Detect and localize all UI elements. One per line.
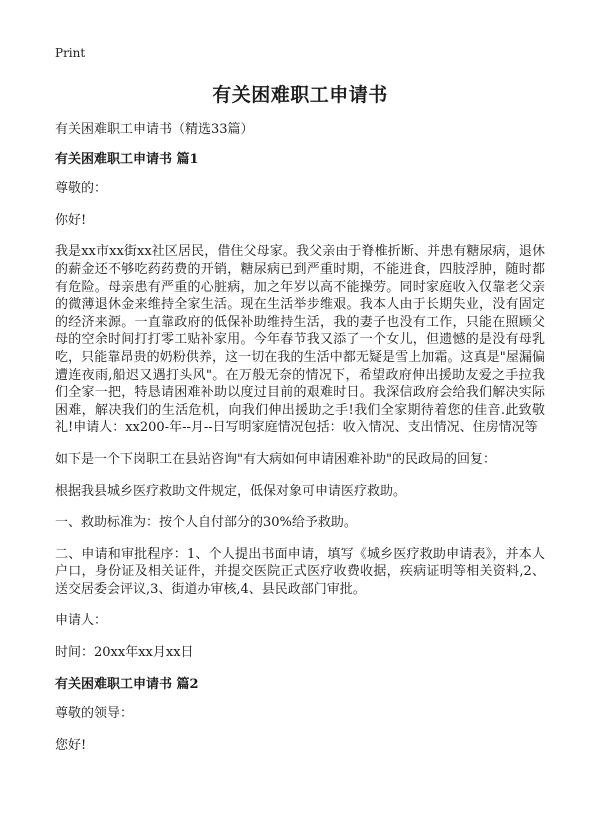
document-subtitle: 有关困难职工申请书（精选33篇） xyxy=(55,122,254,137)
salutation-2: 您好! xyxy=(55,737,87,753)
section-heading-2: 有关困难职工申请书 篇2 xyxy=(55,676,199,692)
date-line: 时间：20xx年xx月xx日 xyxy=(55,645,194,661)
page-title: 有关困难职工申请书 xyxy=(212,84,388,106)
application-procedure: 二、申请和审批程序：1、个人提出书面申请，填写《城乡医疗救助申请表》，并本人户口，身份证及相关证件，并提交医院正式医疗收费收据，疾病证明等相关资料,2、送交居委会评议,3、街道办审核,4、县民政部门审批。 xyxy=(55,546,545,597)
salutation-1: 你好! xyxy=(55,212,87,228)
greeting-2: 尊敬的领导： xyxy=(55,706,134,722)
reply-intro: 如下是一个下岗职工在县站咨询"有大病如何申请困难补助"的民政局的回复： xyxy=(55,451,496,467)
section-heading-1: 有关困难职工申请书 篇1 xyxy=(55,151,199,167)
greeting-1: 尊敬的： xyxy=(55,181,108,197)
letter-body-1: 我是xx市xx街xx社区居民，借住父母家。我父亲由于脊椎折断、并患有糖尿病，退休的薪金还不够吃药药费的开销，糖尿病已到严重时期，不能进食，四肢浮肿，随时都有危险。母亲患有严重的心脏病，加之年岁以高不能操劳。同时家庭收入仅靠老父亲的微薄退休金来维持全家生活。现在生活举步维艰。我本人由于长期失业，没有固定的经济来源。一直靠政府的低保补助维持生活，我的妻子也没有工作，只能在照顾父母的空余时间打打零工贴补家用。今年春节我又添了一个女儿，但遗憾的是没有母乳吃，只能靠昂贵的奶粉供养，这一切在我的生活中都无疑是雪上加霜。这真是"屋漏偏遭连夜雨,船迟又遇打头风"。在万般无奈的情况下，希望政府伸出援助友爱之手拉我们全家一把，特恳请困难补助以度过目前的艰难时日。我深信政府会给我们解决实际困难，解决我们的生活危机，向我们伸出援助之手!我们全家期待着您的佳音.此致敬礼!申请人：xx200-年--月--日写明家庭情况包括：收入情况、支出情况、住房情况等 xyxy=(55,244,545,436)
applicant-line: 申请人： xyxy=(55,613,108,629)
document-body xyxy=(55,121,545,768)
print-link[interactable]: Print xyxy=(55,46,86,60)
policy-paragraph: 根据我县城乡医疗救助文件规定，低保对象可申请医疗救助。 xyxy=(55,483,407,499)
aid-standard: 一、救助标准为：按个人自付部分的30%给予救助。 xyxy=(55,515,357,531)
